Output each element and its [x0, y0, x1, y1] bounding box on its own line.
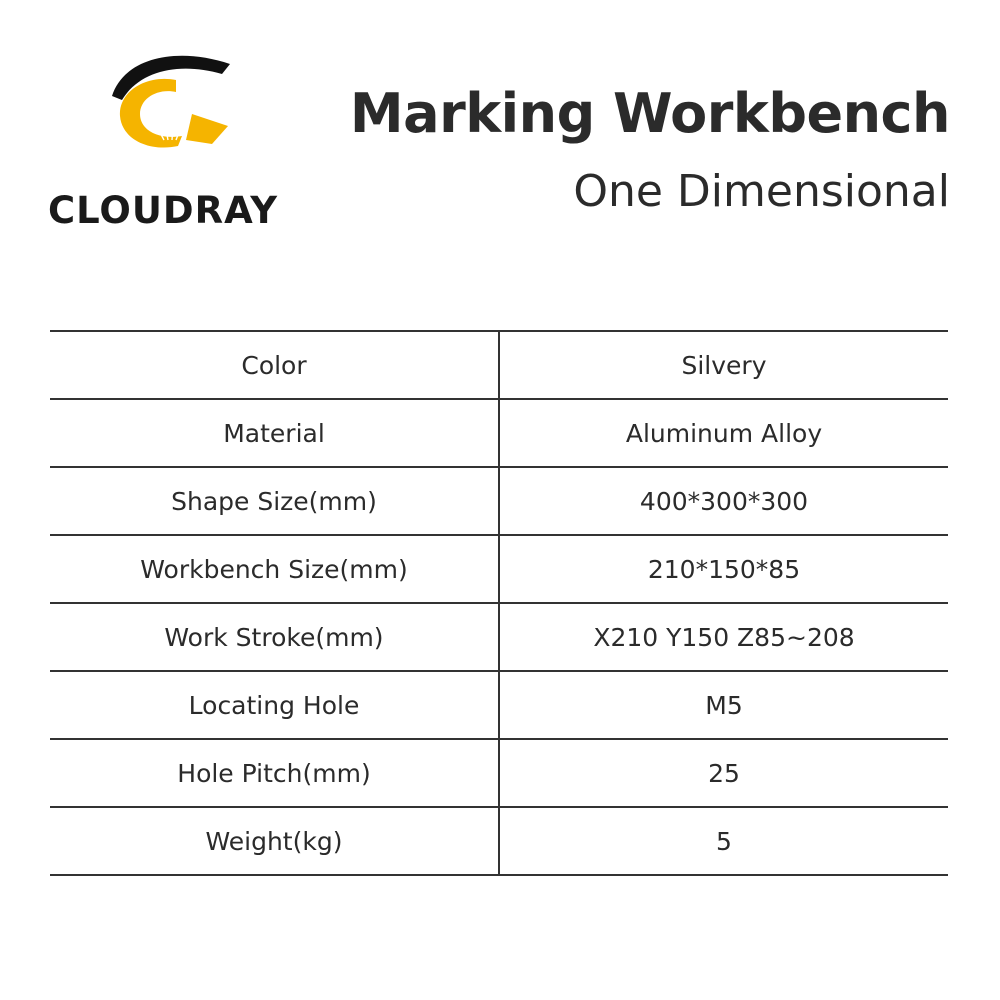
table-row [50, 671, 948, 739]
spec-label: Locating Hole [50, 671, 499, 739]
spec-value: 5 [499, 807, 948, 875]
spec-label: Hole Pitch(mm) [50, 739, 499, 807]
spec-value: 25 [499, 739, 948, 807]
table-row [50, 535, 948, 603]
spec-value: 400*300*300 [499, 467, 948, 535]
spec-value: Silvery [499, 331, 948, 399]
spec-value: Aluminum Alloy [499, 399, 948, 467]
spec-label: Material [50, 399, 499, 467]
spec-label: Work Stroke(mm) [50, 603, 499, 671]
brand-name: CLOUDRAY [48, 189, 278, 232]
page-subtitle: One Dimensional [573, 166, 950, 217]
spec-value: M5 [499, 671, 948, 739]
spec-table [50, 330, 948, 876]
spec-label: Color [50, 331, 499, 399]
brand-logo [48, 44, 308, 244]
spec-value: 210*150*85 [499, 535, 948, 603]
table-row [50, 603, 948, 671]
spec-label: Workbench Size(mm) [50, 535, 499, 603]
cloudray-logo-icon [106, 44, 236, 154]
spec-value: X210 Y150 Z85~208 [499, 603, 948, 671]
spec-label: Shape Size(mm) [50, 467, 499, 535]
table-row [50, 739, 948, 807]
spec-label: Weight(kg) [50, 807, 499, 875]
table-row [50, 331, 948, 399]
table-row [50, 467, 948, 535]
page-title: Marking Workbench [349, 82, 950, 145]
table-row [50, 807, 948, 875]
table-row [50, 399, 948, 467]
